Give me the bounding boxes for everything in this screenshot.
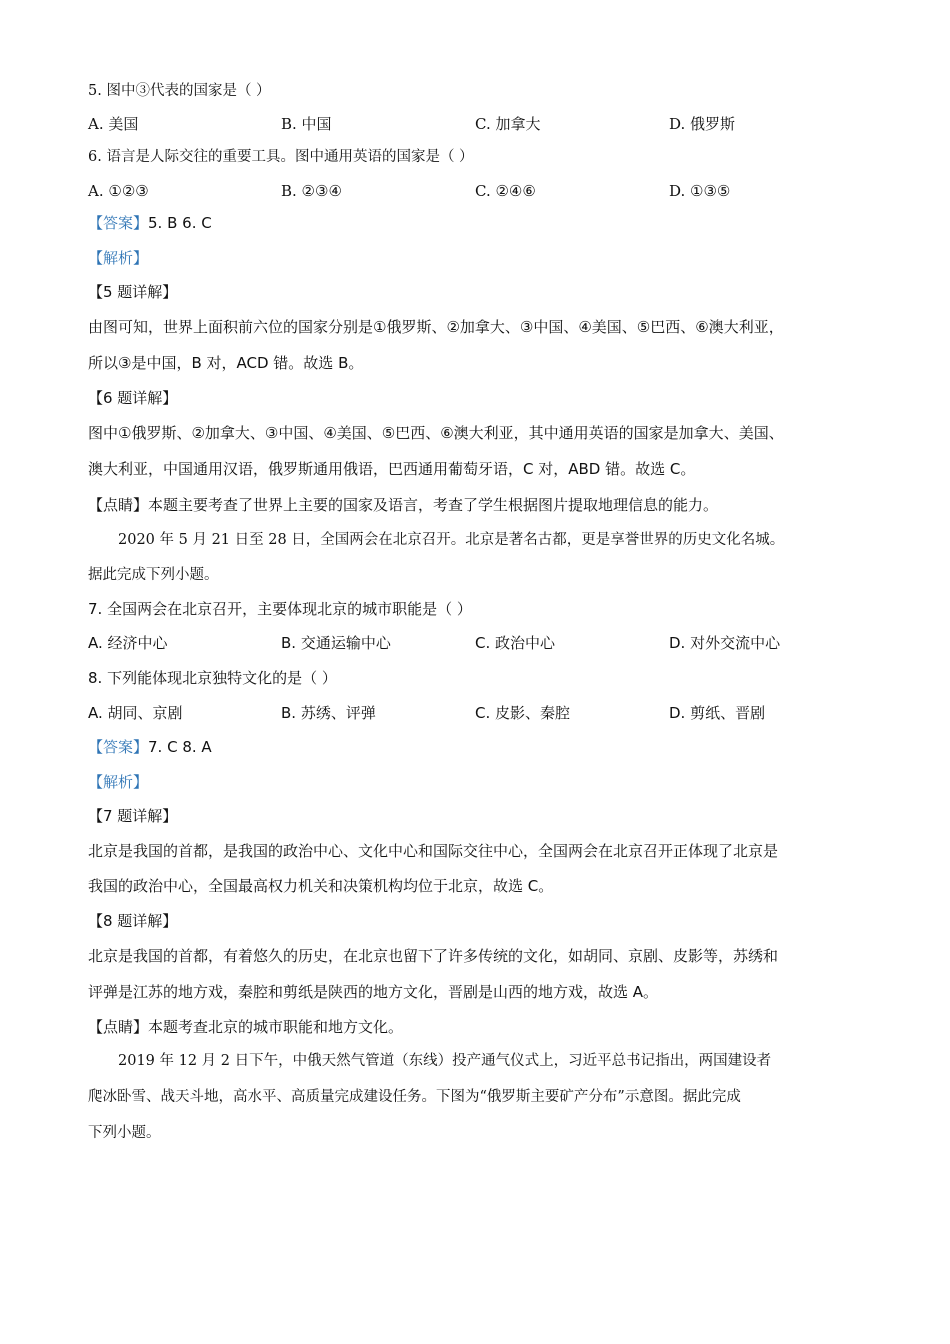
q8-option-c: C. 皮影、秦腔 (475, 704, 571, 722)
intro-3-line-2: 爬冰卧雪、战天斗地，高水平、高质量完成建设任务。下图为“俄罗斯主要矿产分布”示意图。据此完成 (88, 1089, 741, 1105)
intro-3-line-1: 2019 年 12 月 2 日下午，中俄天然气管道（东线）投产通气仪式上，习近平总书记指出，两国建设者 (118, 1053, 772, 1069)
analysis-tag: 【解析】 (88, 773, 149, 791)
detail-5-line-1: 由图可知，世界上面积前六位的国家分别是①俄罗斯、②加拿大、③中国、④美国、⑤巴西、⑥澳大利亚， (88, 318, 784, 336)
answer-tag: 【答案】 (88, 738, 149, 756)
question-5-stem: 5. 图中③代表的国家是（ ） (88, 83, 271, 99)
question-7-stem: 7. 全国两会在北京召开，主要体现北京的城市职能是（ ） (88, 600, 472, 618)
q5-option-b: B. 中国 (281, 115, 332, 133)
q8-option-d: D. 剪纸、晋剧 (669, 704, 766, 722)
q5-option-d: D. 俄罗斯 (669, 115, 736, 133)
question-5-options (88, 113, 868, 135)
detail-5-line-2: 所以③是中国，B 对，ACD 错。故选 B。 (88, 354, 364, 372)
q7-option-a: A. 经济中心 (88, 634, 168, 652)
detail-8-title: 【8 题详解】 (88, 912, 178, 930)
q6-option-a: A. ①②③ (88, 182, 149, 200)
answer-text: 5. B 6. C (148, 214, 212, 232)
analysis-tag: 【解析】 (88, 249, 149, 267)
detail-7-title: 【7 题详解】 (88, 807, 178, 825)
answer-text: 7. C 8. A (148, 738, 212, 756)
detail-6-line-1: 图中①俄罗斯、②加拿大、③中国、④美国、⑤巴西、⑥澳大利亚，其中通用英语的国家是加拿大、美国、 (88, 424, 784, 442)
question-8-stem: 8. 下列能体现北京独特文化的是（ ） (88, 669, 337, 687)
intro-3-line-3: 下列小题。 (88, 1125, 161, 1141)
detail-6-title: 【6 题详解】 (88, 389, 178, 407)
question-6-stem: 6. 语言是人际交往的重要工具。图中通用英语的国家是（ ） (88, 149, 474, 165)
tip-1: 【点睛】本题主要考查了世界上主要的国家及语言，考查了学生根据图片提取地理信息的能力。 (88, 496, 719, 514)
answer-line-2 (88, 736, 870, 758)
detail-8-line-1: 北京是我国的首都，有着悠久的历史，在北京也留下了许多传统的文化，如胡同、京剧、皮影等，苏绣和 (88, 947, 779, 965)
q5-option-a: A. 美国 (88, 115, 139, 133)
question-6-options (88, 180, 868, 202)
intro-2-line-2: 据此完成下列小题。 (88, 567, 219, 583)
question-8-options (88, 702, 868, 724)
q7-option-c: C. 政治中心 (475, 634, 556, 652)
q8-option-a: A. 胡同、京剧 (88, 704, 183, 722)
detail-8-line-2: 评弹是江苏的地方戏，秦腔和剪纸是陕西的地方文化，晋剧是山西的地方戏，故选 A。 (88, 983, 659, 1001)
q8-option-b: B. 苏绣、评弹 (281, 704, 376, 722)
q7-option-b: B. 交通运输中心 (281, 634, 391, 652)
detail-6-line-2: 澳大利亚，中国通用汉语，俄罗斯通用俄语，巴西通用葡萄牙语，C 对，ABD 错。故选 C。 (88, 460, 696, 478)
intro-2-line-1: 2020 年 5 月 21 日至 28 日，全国两会在北京召开。北京是著名古都，更是享誉世界的历史文化名城。 (118, 532, 785, 548)
q7-option-d: D. 对外交流中心 (669, 634, 781, 652)
q6-option-b: B. ②③④ (281, 182, 342, 200)
question-7-options (88, 632, 868, 654)
q6-option-c: C. ②④⑥ (475, 182, 536, 200)
detail-7-line-2: 我国的政治中心，全国最高权力机关和决策机构均位于北京，故选 C。 (88, 877, 554, 895)
detail-5-title: 【5 题详解】 (88, 283, 178, 301)
q5-option-c: C. 加拿大 (475, 115, 541, 133)
detail-7-line-1: 北京是我国的首都，是我国的政治中心、文化中心和国际交往中心，全国两会在北京召开正体现了北京是 (88, 842, 779, 860)
answer-line-1 (88, 212, 870, 234)
answer-tag: 【答案】 (88, 214, 149, 232)
tip-2: 【点睛】本题考查北京的城市职能和地方文化。 (88, 1018, 404, 1036)
q6-option-d: D. ①③⑤ (669, 182, 731, 200)
